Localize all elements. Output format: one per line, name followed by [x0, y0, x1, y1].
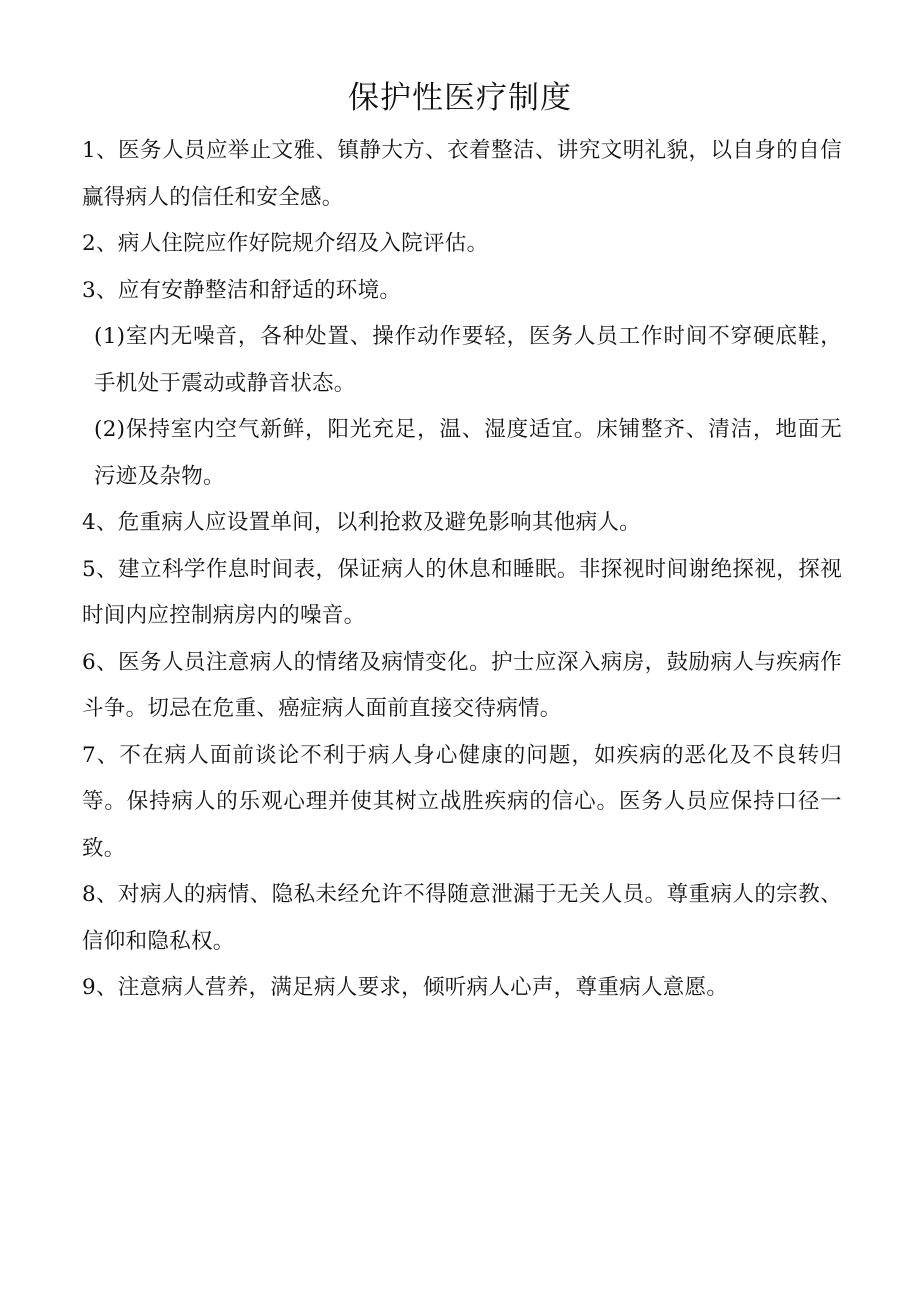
paragraph-6: 6、医务人员注意病人的情绪及病情变化。护士应深入病房，鼓励病人与疾病作斗争。切忌在危重、癌症病人面前直接交待病情。 — [82, 649, 842, 721]
paragraph-2: 2、病人住院应作好院规介绍及入院评估。 — [82, 231, 489, 256]
paragraph-1: 1、医务人员应举止文雅、镇静大方、衣着整洁、讲究文明礼貌，以自身的自信赢得病人的信任和安全感。 — [82, 138, 842, 210]
paragraph-9: 9、注意病人营养，满足病人要求，倾听病人心声，尊重病人意愿。 — [82, 975, 729, 1000]
paragraph-3-sub-2: (2)保持室内空气新鲜，阳光充足，温、湿度适宜。床铺整齐、清洁，地面无污迹及杂物。 — [94, 417, 842, 489]
document-title: 保护性医疗制度 — [348, 80, 572, 116]
paragraph-3-sub-1: (1)室内无噪音，各种处置、操作动作要轻，医务人员工作时间不穿硬底鞋，手机处于震动或静音状态。 — [94, 324, 842, 396]
paragraph-8: 8、对病人的病情、隐私未经允许不得随意泄漏于无关人员。尊重病人的宗教、信仰和隐私权。 — [82, 882, 842, 954]
paragraph-5: 5、建立科学作息时间表，保证病人的休息和睡眠。非探视时间谢绝探视，探视时间内应控制病房内的噪音。 — [82, 556, 842, 628]
paragraph-3: 3、应有安静整洁和舒适的环境。 — [82, 277, 402, 303]
paragraph-7: 7、不在病人面前谈论不利于病人身心健康的问题，如疾病的恶化及不良转归等。保持病人的乐观心理并使其树立战胜疾病的信心。医务人员应保持口径一致。 — [82, 742, 842, 861]
paragraph-4: 4、危重病人应设置单间，以利抢救及避免影响其他病人。 — [82, 510, 641, 535]
document-body — [82, 128, 842, 1012]
